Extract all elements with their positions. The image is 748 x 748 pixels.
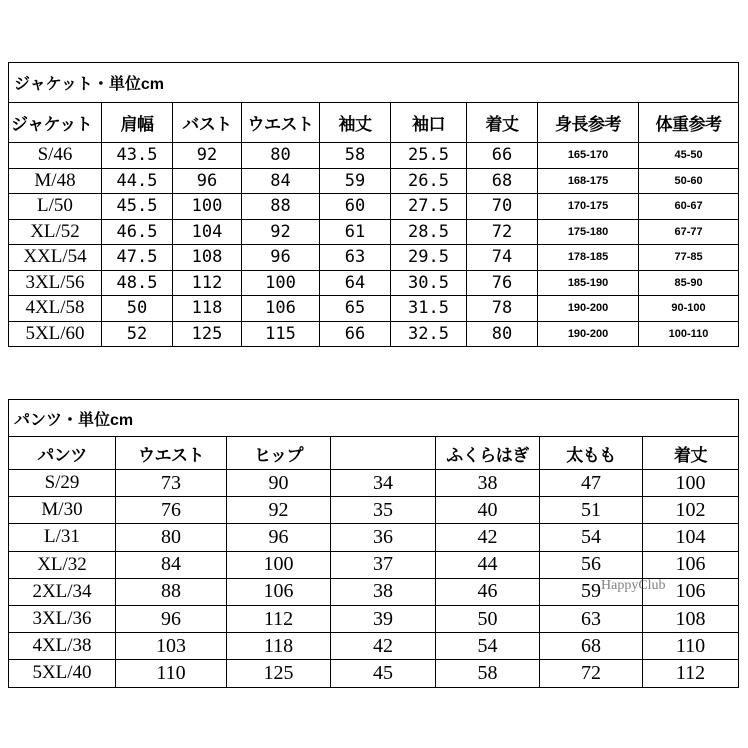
pants-cell: 106	[643, 551, 739, 578]
jacket-cell: 175-180	[538, 219, 639, 245]
jacket-cell: 115	[242, 321, 320, 347]
jacket-cell: 60	[320, 194, 391, 220]
jacket-size-table	[8, 62, 739, 347]
jacket-cell: 52	[102, 321, 173, 347]
jacket-cell: 88	[242, 194, 320, 220]
jacket-cell: 27.5	[391, 194, 467, 220]
pants-cell: 56	[540, 551, 643, 578]
pants-cell: 125	[227, 660, 331, 687]
jacket-cell: 168-175	[538, 168, 639, 194]
jacket-cell: 3XL/56	[9, 270, 102, 296]
pants-cell: 34	[331, 470, 436, 497]
pants-cell: 35	[331, 497, 436, 524]
jacket-cell: 25.5	[391, 143, 467, 169]
jacket-cell: 118	[173, 296, 242, 322]
jacket-cell: 67-77	[639, 219, 739, 245]
pants-cell: 104	[643, 524, 739, 551]
pants-cell: XL/32	[9, 551, 116, 578]
pants-cell: 100	[643, 470, 739, 497]
table-row	[9, 497, 739, 524]
jacket-cell: 48.5	[102, 270, 173, 296]
pants-cell: 38	[331, 578, 436, 605]
pants-cell: 2XL/34	[9, 578, 116, 605]
pants-cell: 96	[227, 524, 331, 551]
jacket-header-cell: 着丈	[467, 103, 538, 143]
pants-cell: 110	[643, 633, 739, 660]
jacket-cell: 100	[173, 194, 242, 220]
table-row	[9, 245, 739, 271]
table-row	[9, 219, 739, 245]
pants-cell: 5XL/40	[9, 660, 116, 687]
pants-cell: 80	[116, 524, 227, 551]
pants-cell: 112	[643, 660, 739, 687]
pants-cell: S/29	[9, 470, 116, 497]
jacket-cell: 60-67	[639, 194, 739, 220]
jacket-cell: XXL/54	[9, 245, 102, 271]
pants-cell: 106	[227, 578, 331, 605]
jacket-header-cell: 袖丈	[320, 103, 391, 143]
jacket-cell: 45.5	[102, 194, 173, 220]
jacket-cell: 178-185	[538, 245, 639, 271]
table-row	[9, 194, 739, 220]
jacket-cell: 96	[173, 168, 242, 194]
table-row	[9, 143, 739, 169]
table-row	[9, 470, 739, 497]
pants-cell: 42	[436, 524, 540, 551]
jacket-cell: 50-60	[639, 168, 739, 194]
jacket-header-cell: バスト	[173, 103, 242, 143]
jacket-cell: 80	[467, 321, 538, 347]
jacket-cell: 190-200	[538, 296, 639, 322]
jacket-cell: 170-175	[538, 194, 639, 220]
table-row	[9, 270, 739, 296]
jacket-cell: 76	[467, 270, 538, 296]
pants-cell: 92	[227, 497, 331, 524]
jacket-cell: 64	[320, 270, 391, 296]
pants-cell: 4XL/38	[9, 633, 116, 660]
jacket-cell: 185-190	[538, 270, 639, 296]
jacket-cell: 32.5	[391, 321, 467, 347]
jacket-cell: 43.5	[102, 143, 173, 169]
jacket-cell: 28.5	[391, 219, 467, 245]
pants-cell: 108	[643, 605, 739, 632]
pants-cell: 47	[540, 470, 643, 497]
jacket-cell: 46.5	[102, 219, 173, 245]
pants-cell: 68	[540, 633, 643, 660]
pants-cell: 42	[331, 633, 436, 660]
pants-cell: 84	[116, 551, 227, 578]
jacket-cell: 125	[173, 321, 242, 347]
pants-cell: 106	[643, 578, 739, 605]
pants-size-table	[8, 399, 739, 688]
pants-header-cell	[331, 437, 436, 470]
jacket-header-cell: 肩幅	[102, 103, 173, 143]
jacket-cell: 66	[320, 321, 391, 347]
jacket-cell: 47.5	[102, 245, 173, 271]
jacket-cell: 61	[320, 219, 391, 245]
jacket-cell: 106	[242, 296, 320, 322]
pants-cell: 118	[227, 633, 331, 660]
pants-cell: 38	[436, 470, 540, 497]
jacket-cell: 84	[242, 168, 320, 194]
pants-cell: 112	[227, 605, 331, 632]
pants-cell: 54	[540, 524, 643, 551]
jacket-cell: 72	[467, 219, 538, 245]
table-row	[9, 660, 739, 687]
pants-cell: 102	[643, 497, 739, 524]
jacket-title-row	[9, 63, 739, 103]
jacket-cell: 104	[173, 219, 242, 245]
pants-cell: M/30	[9, 497, 116, 524]
pants-cell: 73	[116, 470, 227, 497]
pants-cell: L/31	[9, 524, 116, 551]
jacket-cell: 68	[467, 168, 538, 194]
pants-cell: 90	[227, 470, 331, 497]
pants-cell: 39	[331, 605, 436, 632]
jacket-cell: 165-170	[538, 143, 639, 169]
jacket-cell: L/50	[9, 194, 102, 220]
pants-cell: 59	[540, 578, 643, 605]
jacket-cell: 4XL/58	[9, 296, 102, 322]
jacket-cell: 92	[242, 219, 320, 245]
watermark-text: HappyClub	[601, 578, 666, 593]
pants-header-cell: 太もも	[540, 437, 643, 470]
pants-cell: 88	[116, 578, 227, 605]
table-row	[9, 296, 739, 322]
jacket-cell: 66	[467, 143, 538, 169]
pants-cell: 110	[116, 660, 227, 687]
jacket-cell: 70	[467, 194, 538, 220]
jacket-cell: XL/52	[9, 219, 102, 245]
jacket-cell: 26.5	[391, 168, 467, 194]
jacket-cell: 74	[467, 245, 538, 271]
table-row	[9, 633, 739, 660]
table-row	[9, 605, 739, 632]
jacket-cell: 85-90	[639, 270, 739, 296]
table-row	[9, 168, 739, 194]
pants-cell: 72	[540, 660, 643, 687]
jacket-cell: 29.5	[391, 245, 467, 271]
jacket-cell: 50	[102, 296, 173, 322]
jacket-cell: 112	[173, 270, 242, 296]
pants-header-cell: 着丈	[643, 437, 739, 470]
pants-header-cell: ヒップ	[227, 437, 331, 470]
pants-cell: 45	[331, 660, 436, 687]
jacket-cell: 44.5	[102, 168, 173, 194]
pants-table-title: パンツ・単位cm	[9, 400, 739, 437]
table-row	[9, 321, 739, 347]
pants-cell: 100	[227, 551, 331, 578]
pants-cell: 44	[436, 551, 540, 578]
pants-cell: 54	[436, 633, 540, 660]
pants-cell: 51	[540, 497, 643, 524]
pants-cell: 76	[116, 497, 227, 524]
pants-title-row	[9, 400, 739, 437]
pants-cell: 50	[436, 605, 540, 632]
jacket-cell: M/48	[9, 168, 102, 194]
table-row	[9, 551, 739, 578]
pants-cell: 3XL/36	[9, 605, 116, 632]
jacket-cell: 77-85	[639, 245, 739, 271]
jacket-header-cell: 身長参考	[538, 103, 639, 143]
jacket-cell: 78	[467, 296, 538, 322]
pants-header-cell: ウエスト	[116, 437, 227, 470]
jacket-cell: 100	[242, 270, 320, 296]
jacket-header-cell: ウエスト	[242, 103, 320, 143]
jacket-header-cell: 袖口	[391, 103, 467, 143]
jacket-cell: 58	[320, 143, 391, 169]
jacket-cell: 45-50	[639, 143, 739, 169]
pants-cell: 103	[116, 633, 227, 660]
jacket-header-cell: 体重参考	[639, 103, 739, 143]
pants-cell: 46	[436, 578, 540, 605]
jacket-cell: 80	[242, 143, 320, 169]
table-row	[9, 524, 739, 551]
jacket-cell: 31.5	[391, 296, 467, 322]
jacket-cell: 92	[173, 143, 242, 169]
jacket-cell: 90-100	[639, 296, 739, 322]
jacket-cell: 108	[173, 245, 242, 271]
jacket-cell: 59	[320, 168, 391, 194]
pants-header-cell: ふくらはぎ	[436, 437, 540, 470]
pants-cell: 63	[540, 605, 643, 632]
jacket-cell: 100-110	[639, 321, 739, 347]
jacket-table-title: ジャケット・単位cm	[9, 63, 739, 103]
jacket-cell: 30.5	[391, 270, 467, 296]
pants-header-row	[9, 437, 739, 470]
jacket-cell: 63	[320, 245, 391, 271]
pants-cell: 96	[116, 605, 227, 632]
pants-cell: 36	[331, 524, 436, 551]
jacket-cell: 5XL/60	[9, 321, 102, 347]
pants-cell: 58	[436, 660, 540, 687]
jacket-header-cell: ジャケット	[9, 103, 102, 143]
jacket-cell: 65	[320, 296, 391, 322]
jacket-cell: 96	[242, 245, 320, 271]
pants-cell: 40	[436, 497, 540, 524]
pants-cell: 37	[331, 551, 436, 578]
jacket-cell: 190-200	[538, 321, 639, 347]
jacket-cell: S/46	[9, 143, 102, 169]
pants-header-cell: パンツ	[9, 437, 116, 470]
jacket-header-row	[9, 103, 739, 143]
